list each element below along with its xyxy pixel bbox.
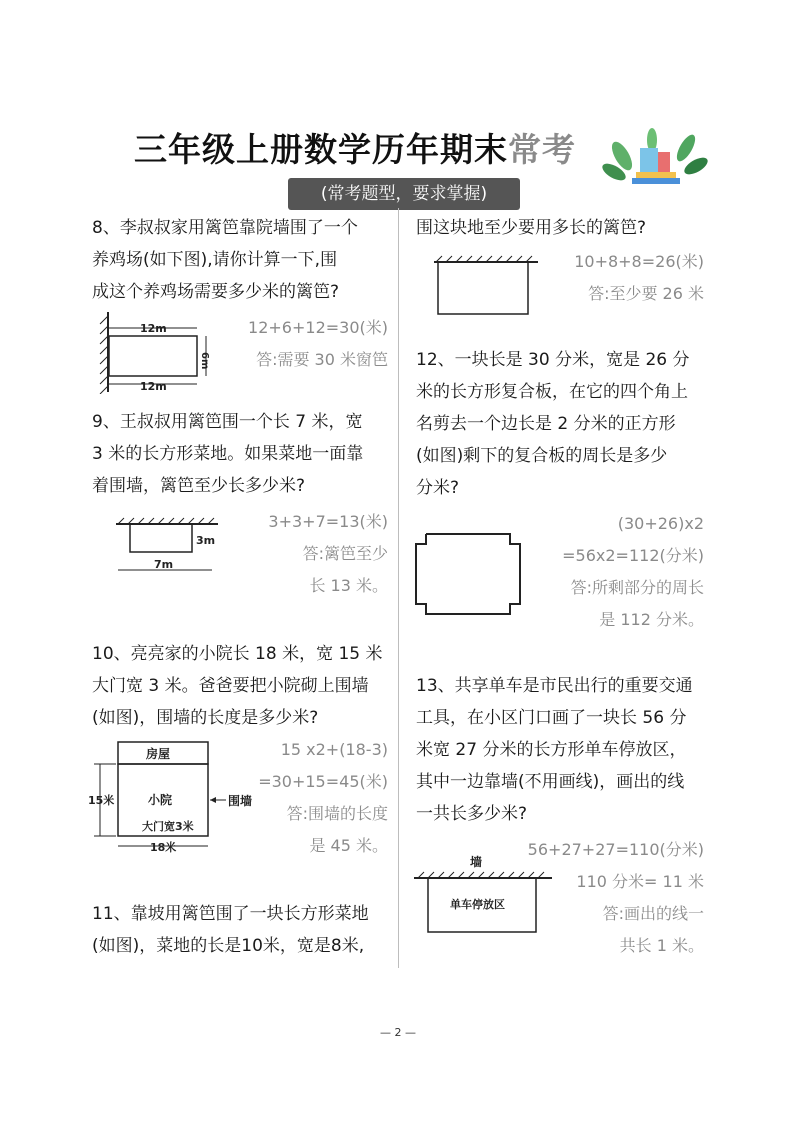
q13-answer-text-1: 答:画出的线一 <box>602 904 704 923</box>
q10-answer-text-1: 答:围墙的长度 <box>286 804 388 823</box>
q11-line-3: 围这块地至少要用多长的篱笆? <box>416 218 647 238</box>
q9-label-length: 7m <box>154 558 174 571</box>
q11-line-2: (如图)，菜地的长是10米，宽是8米, <box>92 936 365 956</box>
q10-label-width: 15米 <box>88 794 115 807</box>
q12-answer-calc-2: =56x2=112(分米) <box>562 546 704 565</box>
q13-label-area: 单车停放区 <box>450 898 505 911</box>
q9-line-3: 着围墙，篱笆至少长多少米? <box>92 476 306 496</box>
q10-diagram <box>86 738 256 856</box>
q10-label-wall: 围墙 <box>228 794 253 808</box>
q12-line-4: (如图)剩下的复合板的周长是多少 <box>416 446 668 466</box>
q10-line-2: 大门宽 3 米。爸爸要把小院砌上围墙 <box>92 676 369 696</box>
q8-answer-text: 答:需要 30 米窗笆 <box>256 350 388 369</box>
q13-answer-calc-1: 56+27+27=110(分米) <box>527 840 704 859</box>
page-number: — 2 — <box>380 1026 416 1039</box>
q13-line-5: 一共长多少米? <box>416 804 528 824</box>
q9-answer-calc: 3+3+7=13(米) <box>268 512 388 531</box>
q13-answer-calc-2: 110 分米= 11 米 <box>576 872 704 891</box>
q11-answer-calc: 10+8+8=26(米) <box>574 252 704 271</box>
q8-label-side: 6m <box>199 352 210 370</box>
subtitle-banner: (常考题型，要求掌握) <box>288 178 520 210</box>
q12-answer-calc-1: (30+26)x2 <box>617 514 704 533</box>
q13-answer-text-2: 共长 1 米。 <box>619 936 704 955</box>
q13-line-1: 13、共享单车是市民出行的重要交通 <box>416 676 693 696</box>
q12-line-2: 米的长方形复合板，在它的四个角上 <box>416 382 688 402</box>
q10-label-length: 18米 <box>150 841 177 854</box>
q8-line-3: 成这个养鸡场需要多少米的篱笆? <box>92 282 340 302</box>
q8-answer-calc: 12+6+12=30(米) <box>248 318 388 337</box>
books-plant-illustration <box>600 126 708 188</box>
q12-line-5: 分米? <box>416 478 460 498</box>
q9-answer-text-1: 答:篱笆至少 <box>302 544 388 563</box>
q8-label-top: 12m <box>140 322 167 335</box>
q10-answer-text-2: 是 45 米。 <box>309 836 388 855</box>
q12-line-1: 12、一块长是 30 分米，宽是 26 分 <box>416 350 690 370</box>
q12-line-3: 名剪去一个边长是 2 分米的正方形 <box>416 414 676 434</box>
q9-line-1: 9、王叔叔用篱笆围一个长 7 米，宽 <box>92 412 363 432</box>
q8-label-bottom: 12m <box>140 380 167 393</box>
q12-diagram <box>412 530 524 620</box>
q12-answer-text-2: 是 112 分米。 <box>599 610 704 629</box>
q8-line-2: 养鸡场(如下图),请你计算一下,围 <box>92 250 338 270</box>
q12-answer-text-1: 答:所剩部分的周长 <box>570 578 704 597</box>
q8-line-1: 8、李叔叔家用篱笆靠院墙围了一个 <box>92 218 358 238</box>
q9-diagram <box>112 514 224 574</box>
q10-line-3: (如图)，围墙的长度是多少米? <box>92 708 319 728</box>
column-divider <box>398 208 399 968</box>
q10-label-house: 房屋 <box>146 747 171 761</box>
q13-label-wall: 墙 <box>470 855 483 869</box>
q10-answer-calc-2: =30+15=45(米) <box>258 772 388 791</box>
q10-label-gate: 大门宽3米 <box>142 820 194 833</box>
q13-line-3: 米宽 27 分米的长方形单车停放区， <box>416 740 687 760</box>
q11-answer-text: 答:至少要 26 米 <box>588 284 704 303</box>
page-title: 三年级上册数学历年期末常考 <box>134 130 576 169</box>
q10-line-1: 10、亮亮家的小院长 18 米，宽 15 米 <box>92 644 383 664</box>
q9-label-width: 3m <box>196 534 216 547</box>
q10-answer-calc-1: 15 x2+(18-3) <box>280 740 388 759</box>
q10-label-yard: 小院 <box>148 793 173 807</box>
q11-line-1: 11、靠坡用篱笆围了一块长方形菜地 <box>92 904 369 924</box>
q8-diagram <box>96 308 220 394</box>
q13-line-2: 工具，在小区门口画了一块长 56 分 <box>416 708 687 728</box>
q9-answer-text-2: 长 13 米。 <box>309 576 388 595</box>
q9-line-2: 3 米的长方形菜地。如果菜地一面靠 <box>92 444 364 464</box>
q11-diagram <box>432 252 542 324</box>
q13-line-4: 其中一边靠墙(不用画线)，画出的线 <box>416 772 685 792</box>
